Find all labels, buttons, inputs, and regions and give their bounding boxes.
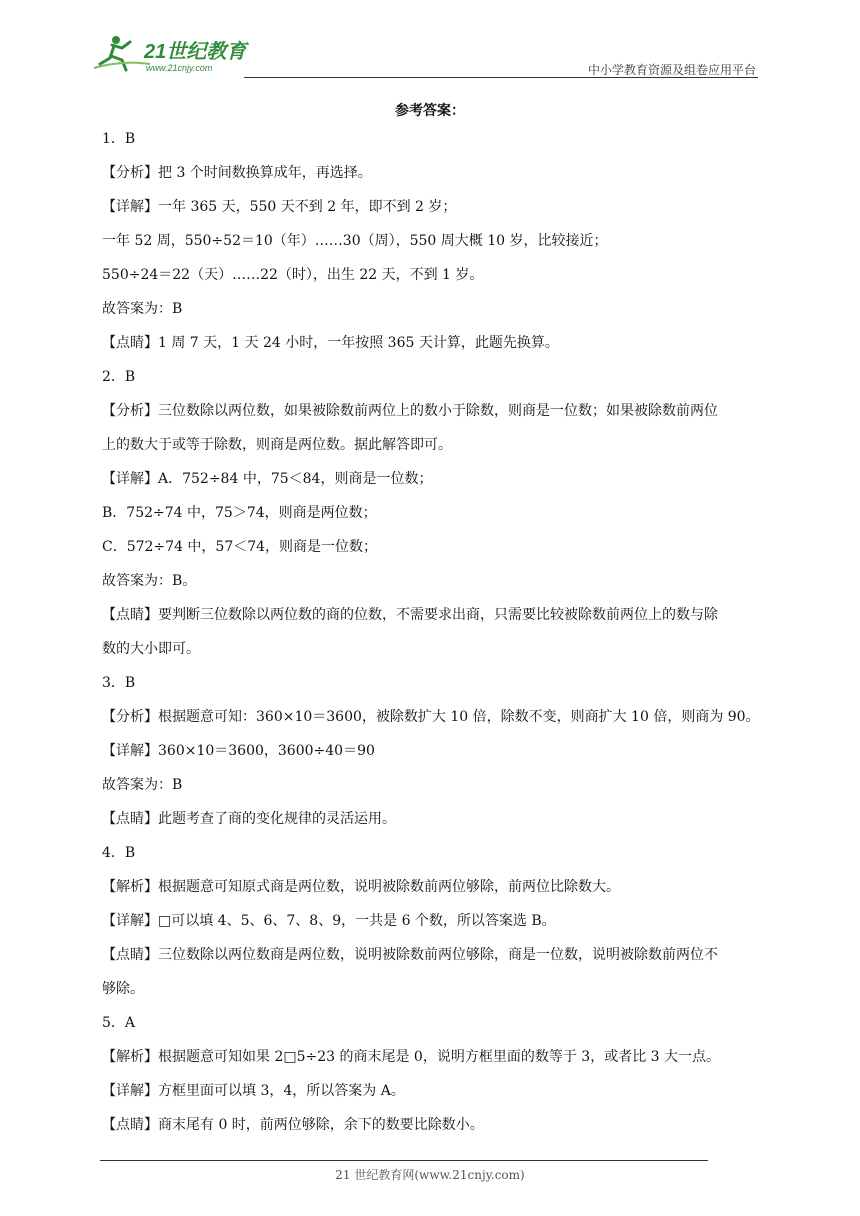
runner-icon	[94, 36, 150, 70]
logo-url: www.21cnjy.com	[146, 63, 213, 73]
answer-line: 一年 52 周，550÷52＝10（年）……30（周），550 周大概 10 岁，比较接近；	[102, 233, 608, 249]
logo-text: 21世纪教育	[144, 41, 247, 63]
answer-line: 故答案为：B。	[102, 573, 197, 589]
site-logo	[92, 30, 257, 78]
answer-line: 5．A	[102, 1015, 136, 1031]
answer-line: 【分析】根据题意可知：360×10＝3600，被除数扩大 10 倍，除数不变，则商扩大 10 倍，则商为 90。	[102, 709, 760, 725]
answer-line: 550÷24＝22（天）……22（时），出生 22 天，不到 1 岁。	[102, 267, 484, 283]
answer-line: C．572÷74 中，57＜74，则商是一位数；	[102, 539, 378, 555]
answer-line: 【详解】A．752÷84 中，75＜84，则商是一位数；	[102, 471, 433, 487]
answer-line: 数的大小即可。	[102, 641, 200, 657]
answer-line: B．752÷74 中，75＞74，则商是两位数；	[102, 505, 377, 521]
answer-line: 【点睛】此题考查了商的变化规律的灵活运用。	[102, 811, 396, 827]
answer-line: 【分析】三位数除以两位数，如果被除数前两位上的数小于除数，则商是一位数；如果被除数前两位	[102, 403, 718, 419]
page-header	[92, 30, 758, 80]
answer-line: 【点睛】三位数除以两位数商是两位数，说明被除数前两位够除，商是一位数，说明被除数前两位不	[102, 947, 718, 963]
answer-line: 【点睛】1 周 7 天，1 天 24 小时，一年按照 365 天计算，此题先换算。	[102, 335, 559, 351]
answer-line: 【点睛】要判断三位数除以两位数的商的位数，不需要求出商，只需要比较被除数前两位上的数与除	[102, 607, 718, 623]
answer-line: 上的数大于或等于除数，则商是两位数。据此解答即可。	[102, 437, 452, 453]
platform-name: 中小学教育资源及组卷应用平台	[587, 63, 756, 77]
answer-line: 1．B	[102, 131, 136, 147]
answer-line: 2．B	[102, 369, 136, 385]
answer-line: 够除。	[102, 981, 144, 997]
answer-line: 【点睛】商末尾有 0 时，前两位够除，余下的数要比除数小。	[102, 1117, 484, 1133]
answer-line: 【分析】把 3 个时间数换算成年，再选择。	[102, 165, 372, 181]
answer-line: 【详解】一年 365 天，550 天不到 2 年，即不到 2 岁；	[102, 199, 457, 215]
answer-line: 3．B	[102, 675, 136, 691]
answer-line: 【详解】360×10＝3600，3600÷40＝90	[102, 743, 375, 759]
answer-line: 4．B	[102, 845, 136, 861]
answer-line: 【详解】□可以填 4、5、6、7、8、9，一共是 6 个数，所以答案选 B。	[102, 913, 556, 929]
answer-line: 故答案为：B	[102, 301, 183, 317]
answer-line: 故答案为：B	[102, 777, 183, 793]
answer-body	[102, 131, 770, 1151]
answer-line: 【解析】根据题意可知如果 2□5÷23 的商末尾是 0，说明方框里面的数等于 3，或者比 3 大一点。	[102, 1049, 721, 1065]
answer-line: 【详解】方框里面可以填 3，4，所以答案为 A。	[102, 1083, 405, 1099]
footer-text: 21 世纪教育网(www.21cnjy.com)	[335, 1168, 525, 1182]
answer-title: 参考答案：	[395, 103, 465, 119]
footer-rule	[100, 1160, 708, 1161]
answer-line: 【解析】根据题意可知原式商是两位数，说明被除数前两位够除，前两位比除数大。	[102, 879, 620, 895]
